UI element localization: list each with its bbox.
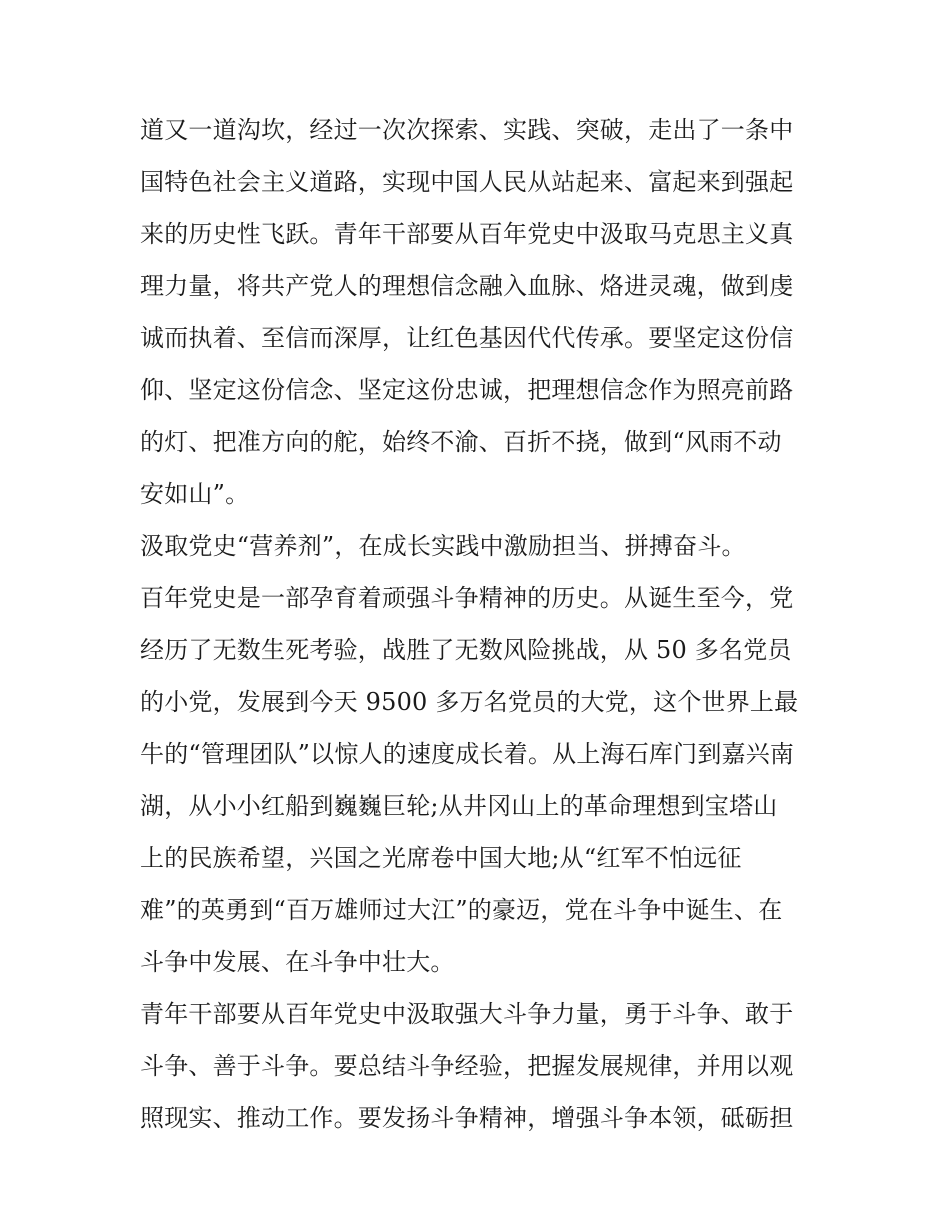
text-line: 的灯、把准方向的舵，始终不渝、百折不挠，做到“风雨不动 [140, 428, 782, 456]
text-line: 国特色社会主义道路，实现中国人民从站起来、富起来到强起 [140, 168, 794, 196]
section-heading-line: 汲取党史“营养剂”，在成长实践中激励担当、拼搏奋斗。 [140, 532, 746, 560]
text-line: 安如山”。 [140, 480, 250, 508]
text-line: 仰、坚定这份信念、坚定这份忠诚，把理想信念作为照亮前路 [140, 376, 794, 404]
document-body [140, 107, 820, 1147]
text-line: 百年党史是一部孕育着顽强斗争精神的历史。从诞生至今，党 [140, 584, 794, 612]
text-line: 诚而执着、至信而深厚，让红色基因代代传承。要坚定这份信 [140, 324, 794, 352]
text-line: 道又一道沟坎，经过一次次探索、实践、突破，走出了一条中 [140, 116, 794, 144]
text-line: 的小党，发展到今天 9500 多万名党员的大党，这个世界上最 [140, 688, 799, 716]
text-line: 斗争中发展、在斗争中壮大。 [140, 948, 455, 976]
text-line: 斗争、善于斗争。要总结斗争经验，把握发展规律，并用以观 [140, 1052, 794, 1080]
text-line: 难”的英勇到“百万雄师过大江”的豪迈，党在斗争中诞生、在 [140, 896, 783, 924]
text-line: 上的民族希望，兴国之光席卷中国大地;从“红军不怕远征 [140, 844, 742, 872]
text-line: 青年干部要从百年党史中汲取强大斗争力量，勇于斗争、敢于 [140, 1000, 794, 1028]
text-line: 照现实、推动工作。要发扬斗争精神，增强斗争本领，砥砺担 [140, 1104, 794, 1132]
text-line: 湖，从小小红船到巍巍巨轮;从井冈山上的革命理想到宝塔山 [140, 792, 778, 820]
text-line: 理力量，将共产党人的理想信念融入血脉、烙进灵魂，做到虔 [140, 272, 794, 300]
text-line: 经历了无数生死考验，战胜了无数风险挑战，从 50 多名党员 [140, 636, 792, 664]
text-line: 牛的“管理团队”以惊人的速度成长着。从上海石库门到嘉兴南 [140, 740, 795, 768]
text-line: 来的历史性飞跃。青年干部要从百年党史中汲取马克思主义真 [140, 220, 794, 248]
